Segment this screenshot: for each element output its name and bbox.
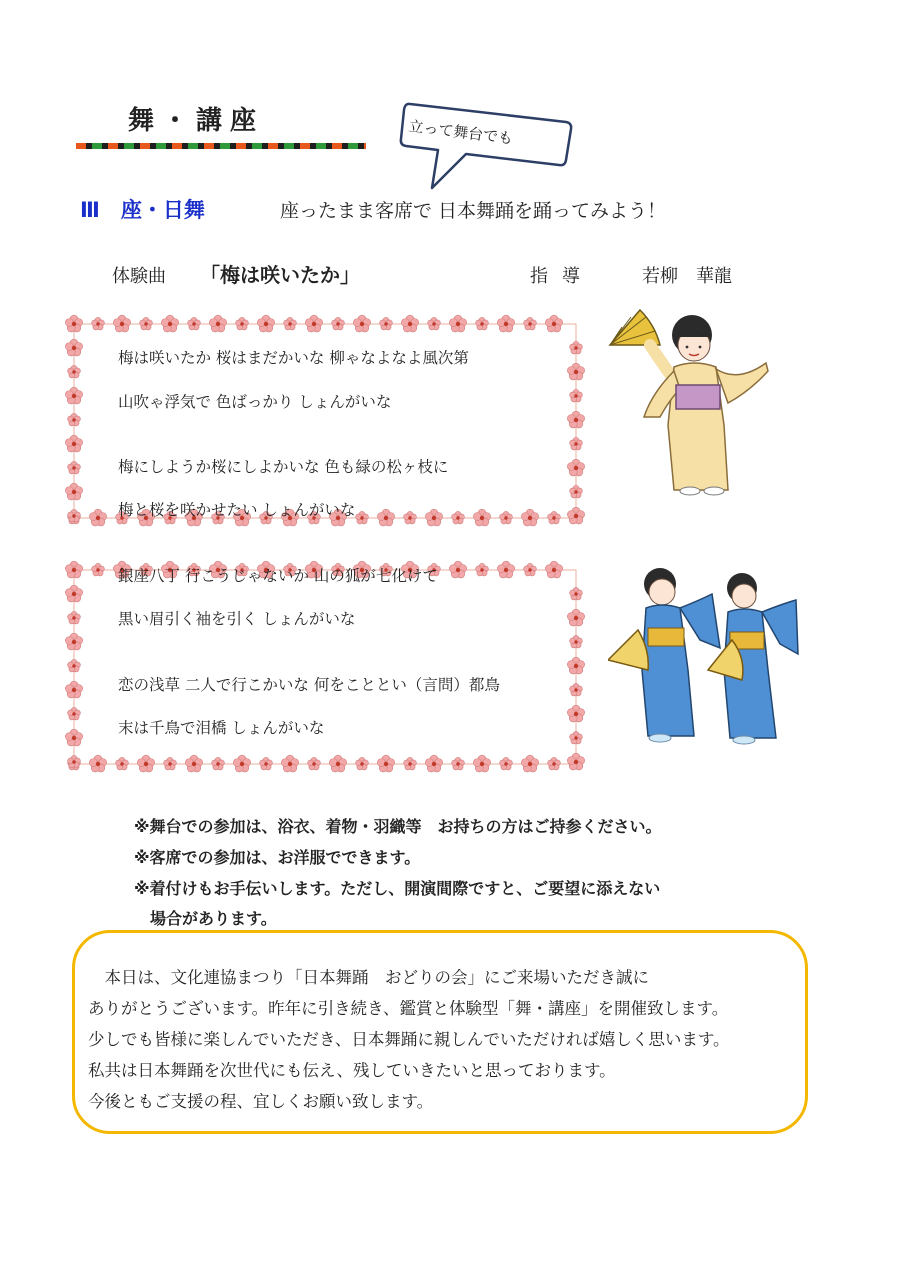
flower-icon	[65, 387, 82, 404]
flower-icon	[284, 317, 297, 330]
flower-icon	[524, 317, 537, 330]
note-line: ※舞台での参加は、浴衣、着物・羽織等 お持ちの方はご持参ください。	[134, 817, 662, 836]
flower-icon	[89, 755, 106, 772]
note-line: 場合があります。	[134, 909, 277, 928]
flower-icon	[257, 315, 274, 332]
song-title: 「梅は咲いたか」	[200, 263, 360, 287]
flower-icon	[92, 563, 105, 576]
flower-icon	[116, 757, 129, 770]
flower-icon	[401, 315, 418, 332]
flower-icon	[570, 731, 583, 744]
flower-icon	[545, 561, 562, 578]
section-description: 座ったまま客席で 日本舞踊を踊ってみよう！	[280, 200, 667, 222]
flower-icon	[356, 511, 369, 524]
flower-icon	[161, 315, 178, 332]
speech-bubble-text: 立って舞台でも	[407, 116, 514, 148]
message-line: 少しでも皆様に楽しんでいただき、日本舞踊に親しんでいただければ嬉しく思います。	[88, 1030, 730, 1049]
flower-icon	[68, 365, 81, 378]
flower-icon	[497, 561, 514, 578]
flower-icon	[548, 757, 561, 770]
flower-icon	[68, 509, 81, 522]
flower-icon	[65, 681, 82, 698]
flower-icon	[68, 755, 81, 768]
flower-icon	[567, 459, 584, 476]
note-line: ※着付けもお手伝いします。ただし、開演間際ですと、ご要望に添えない	[134, 879, 661, 898]
flower-icon	[524, 563, 537, 576]
lyric-line: 梅は咲いたか 桜はまだかいな 柳ゃなよなよ風次第	[118, 349, 469, 367]
flower-icon	[65, 339, 82, 356]
flower-icon	[209, 315, 226, 332]
flower-icon	[476, 563, 489, 576]
flower-icon	[425, 509, 442, 526]
flower-icon	[545, 315, 562, 332]
flower-icon	[567, 411, 584, 428]
flower-icon	[521, 509, 538, 526]
flower-icon	[377, 509, 394, 526]
flower-icon	[500, 757, 513, 770]
flower-icon	[140, 317, 153, 330]
flower-icon	[89, 509, 106, 526]
flower-icon	[570, 437, 583, 450]
lyric-line: 末は千鳥で泪橋 しょんがいな	[118, 719, 325, 737]
flower-icon	[452, 757, 465, 770]
flower-icon	[68, 413, 81, 426]
lyric-line: 恋の浅草 二人で行こかいな 何をこととい（言問）都鳥	[118, 676, 500, 694]
flower-icon	[377, 755, 394, 772]
title-underline	[76, 143, 366, 149]
flower-icon	[570, 389, 583, 402]
flower-icon	[329, 755, 346, 772]
flower-icon	[305, 315, 322, 332]
instructor-name: 若柳 華龍	[642, 266, 732, 287]
flower-icon	[567, 705, 584, 722]
flower-icon	[497, 315, 514, 332]
flower-icon	[567, 363, 584, 380]
dancer-with-fan-illustration	[600, 305, 780, 500]
instructor-label: 指導	[530, 266, 594, 287]
flower-frame-bottom	[60, 556, 590, 778]
flower-icon	[428, 317, 441, 330]
flower-icon	[92, 317, 105, 330]
flower-icon	[473, 509, 490, 526]
flower-icon	[570, 683, 583, 696]
flower-icon	[65, 315, 82, 332]
flower-icon	[473, 755, 490, 772]
flower-icon	[521, 755, 538, 772]
flower-icon	[567, 507, 584, 524]
lyric-line: 山吹ゃ浮気で 色ばっかり しょんがいな	[118, 393, 392, 411]
flower-icon	[65, 483, 82, 500]
flower-icon	[476, 317, 489, 330]
flower-icon	[449, 561, 466, 578]
message-line: 私共は日本舞踊を次世代にも伝え、残していきたいと思っております。	[88, 1061, 616, 1080]
flower-icon	[113, 315, 130, 332]
flower-icon	[137, 755, 154, 772]
flower-icon	[308, 757, 321, 770]
flower-icon	[164, 757, 177, 770]
flower-icon	[567, 609, 584, 626]
flower-icon	[65, 633, 82, 650]
song-label: 体験曲	[112, 266, 166, 287]
lyric-line: 黒い眉引く袖を引く しょんがいな	[118, 610, 356, 628]
flower-icon	[356, 757, 369, 770]
flower-icon	[236, 317, 249, 330]
flower-icon	[380, 317, 393, 330]
flower-icon	[548, 511, 561, 524]
flower-icon	[68, 659, 81, 672]
message-line: ありがとうございます。昨年に引き続き、鑑賞と体験型「舞・講座」を開催致します。	[88, 999, 729, 1018]
flower-icon	[567, 753, 584, 770]
note-line: ※客席での参加は、お洋服でできます。	[134, 848, 421, 867]
flower-icon	[567, 657, 584, 674]
flower-icon	[188, 317, 201, 330]
flower-icon	[260, 757, 273, 770]
flower-icon	[65, 729, 82, 746]
flower-icon	[500, 511, 513, 524]
lyric-line: 梅にしようか桜にしよかいな 色も緑の松ヶ枝に	[118, 458, 449, 476]
flower-icon	[212, 757, 225, 770]
flower-icon	[570, 341, 583, 354]
flower-icon	[452, 511, 465, 524]
flower-icon	[65, 435, 82, 452]
flower-icon	[570, 635, 583, 648]
flower-icon	[281, 755, 298, 772]
flower-icon	[332, 317, 345, 330]
flower-icon	[65, 585, 82, 602]
flower-icon	[570, 485, 583, 498]
message-line: 本日は、文化連協まつり「日本舞踊 おどりの会」にご来場いただき誠に	[88, 968, 649, 987]
flower-icon	[425, 755, 442, 772]
flower-icon	[233, 755, 250, 772]
two-dancers-illustration	[608, 560, 808, 750]
flower-icon	[68, 461, 81, 474]
flower-icon	[353, 315, 370, 332]
lyric-line: 銀座八丁 行こうじゃないか 山の狐が七化けて	[118, 567, 438, 585]
page-title: 舞・講座	[128, 106, 265, 136]
flower-icon	[570, 587, 583, 600]
flower-icon	[404, 757, 417, 770]
flower-icon	[404, 511, 417, 524]
flower-icon	[185, 755, 202, 772]
flower-icon	[68, 611, 81, 624]
flower-icon	[68, 707, 81, 720]
message-line: 今後ともご支援の程、宜しくお願い致します。	[88, 1092, 434, 1111]
section-title: Ⅲ 座・日舞	[80, 198, 205, 222]
flower-icon	[449, 315, 466, 332]
lyric-line: 梅と桜を咲かせたい しょんがいな	[118, 501, 356, 519]
flower-icon	[65, 561, 82, 578]
